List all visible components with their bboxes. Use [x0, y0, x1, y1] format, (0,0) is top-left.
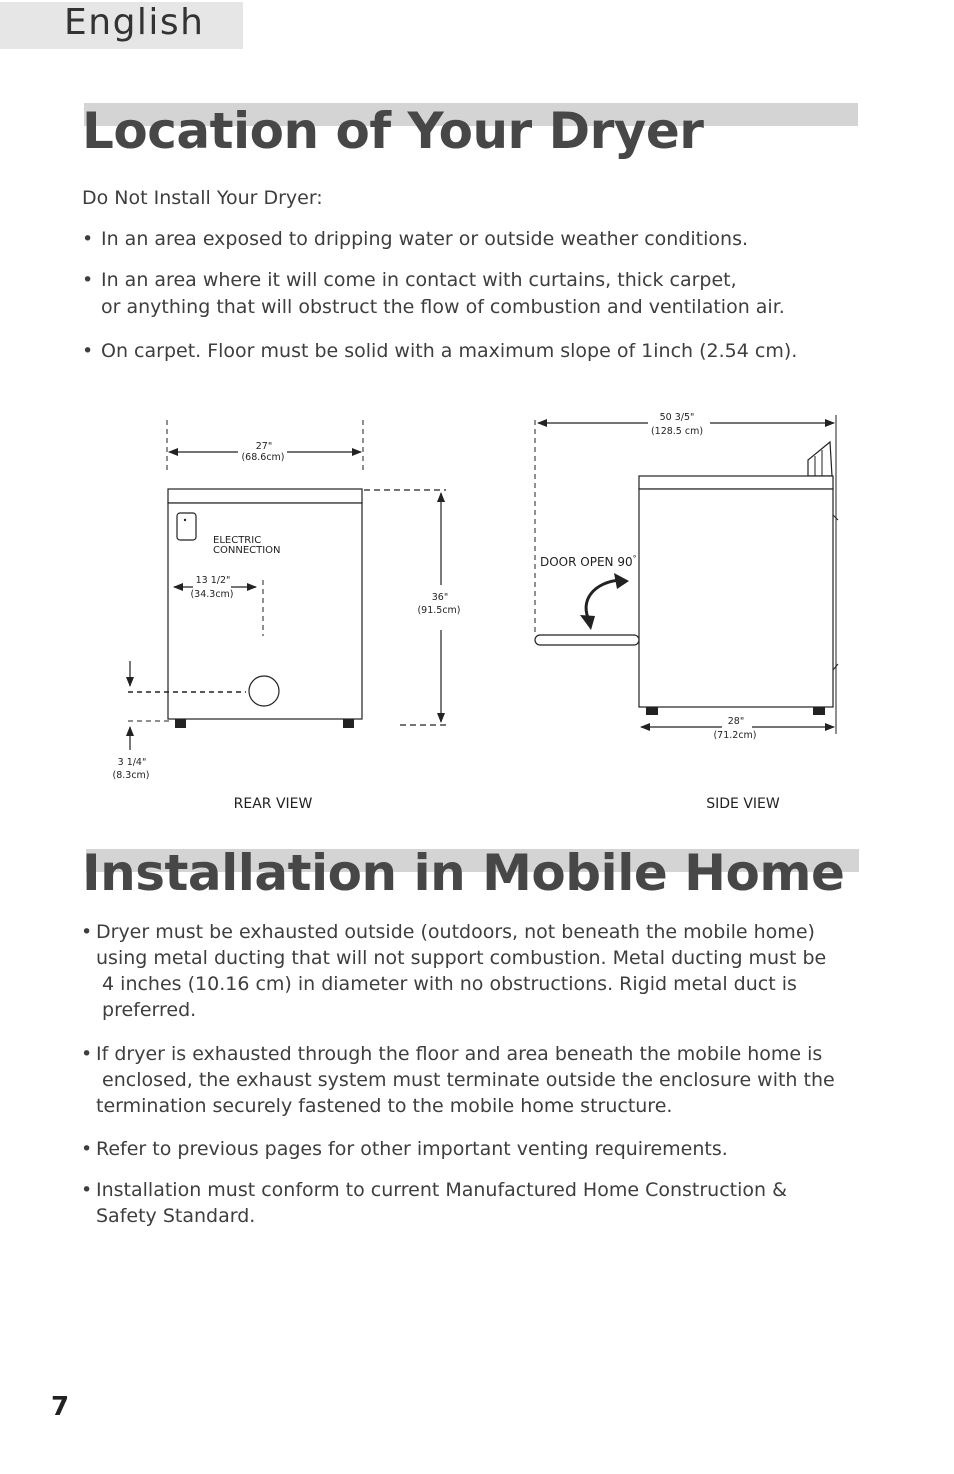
side-foot-back: [813, 707, 825, 715]
door-swing-arrow: [586, 580, 620, 622]
language-tab: [0, 2, 243, 49]
vent-offset-in: 13 1/2": [195, 575, 231, 586]
mobile-bullet-2-line-1: If dryer is exhausted through the floor and area beneath the mobile home is: [96, 1043, 823, 1065]
mobile-bullet-4-line-1: Installation must conform to current Manufactured Home Construction &: [96, 1179, 787, 1201]
bullet-marker: •: [81, 1179, 93, 1201]
mobile-bullet-4-line-2: Safety Standard.: [96, 1205, 256, 1227]
bullet-marker: •: [82, 269, 94, 291]
mobile-bullet-3-line-1: Refer to previous pages for other important venting requirements.: [96, 1138, 728, 1160]
door-open-label: DOOR OPEN 90°: [540, 554, 637, 569]
location-bullet-3-line-1: On carpet. Floor must be solid with a maximum slope of 1inch (2.54 cm).: [101, 340, 798, 362]
side-depth-cm: (71.2cm): [713, 730, 757, 741]
intro-text: Do Not Install Your Dryer:: [82, 187, 323, 209]
rear-height-cm: (91.5cm): [417, 605, 461, 616]
vent-offset-cm: (34.3cm): [190, 589, 234, 600]
exhaust-vent-circle: [249, 676, 279, 706]
side-depth-in: 28": [727, 716, 745, 727]
location-bullet-1-line-1: In an area exposed to dripping water or outside weather conditions.: [101, 228, 749, 250]
rear-foot-left: [175, 719, 186, 728]
side-view-caption: SIDE VIEW: [706, 796, 780, 812]
mobile-bullet-1-line-1: Dryer must be exhausted outside (outdoors, not beneath the mobile home): [96, 921, 815, 943]
side-cabinet-body: [639, 489, 833, 707]
mobile-bullet-1-line-2: using metal ducting that will not support combustion. Metal ducting must be: [96, 947, 827, 969]
open-door: [535, 635, 639, 645]
mobile-bullet-1-line-4: preferred.: [96, 999, 197, 1021]
vent-height-cm: (8.3cm): [112, 770, 150, 781]
rear-width-cm: (68.6cm): [241, 452, 285, 463]
mobile-bullet-2-line-2: enclosed, the exhaust system must terminate outside the enclosure with the: [96, 1069, 835, 1091]
electric-label-line-2: CONNECTION: [213, 545, 281, 556]
side-cabinet-top: [639, 476, 833, 489]
rear-height-in: 36": [431, 592, 449, 603]
rear-foot-right: [343, 719, 354, 728]
mobile-bullet-2-line-3: termination securely fastened to the mobile home structure.: [96, 1095, 673, 1117]
side-foot-front: [646, 707, 658, 715]
open-depth-in: 50 3/5": [659, 412, 695, 423]
bullet-marker: •: [81, 1043, 93, 1065]
bullet-marker: •: [82, 228, 94, 250]
dryer-dimension-diagram: [0, 400, 954, 830]
section-title-mobile-home: Installation in Mobile Home: [82, 844, 845, 902]
open-depth-cm: (128.5 cm): [650, 426, 704, 437]
electric-label-line-1: ELECTRIC: [213, 535, 262, 546]
location-bullet-2-line-2: or anything that will obstruct the flow of combustion and ventilation air.: [101, 296, 785, 318]
rear-view-drawing: [113, 420, 461, 812]
rear-view-caption: REAR VIEW: [233, 796, 313, 812]
control-panel-backsplash: [808, 442, 832, 476]
language-label: English: [64, 2, 205, 43]
electric-connection-dot: [184, 519, 186, 521]
section-title-location: Location of Your Dryer: [82, 102, 704, 160]
bullet-marker: •: [82, 340, 94, 362]
location-bullet-2-line-1: In an area where it will come in contact with curtains, thick carpet,: [101, 269, 737, 291]
mobile-bullet-1-line-3: 4 inches (10.16 cm) in diameter with no obstructions. Rigid metal duct is: [96, 973, 797, 995]
vent-height-in: 3 1/4": [117, 757, 147, 768]
side-view-drawing: [535, 412, 838, 812]
rear-width-in: 27": [255, 441, 273, 452]
page-number: 7: [51, 1392, 70, 1422]
electric-connection-box: [177, 513, 196, 540]
bullet-marker: •: [81, 1138, 93, 1160]
bullet-marker: •: [81, 921, 93, 943]
rear-cabinet-top: [168, 489, 362, 503]
